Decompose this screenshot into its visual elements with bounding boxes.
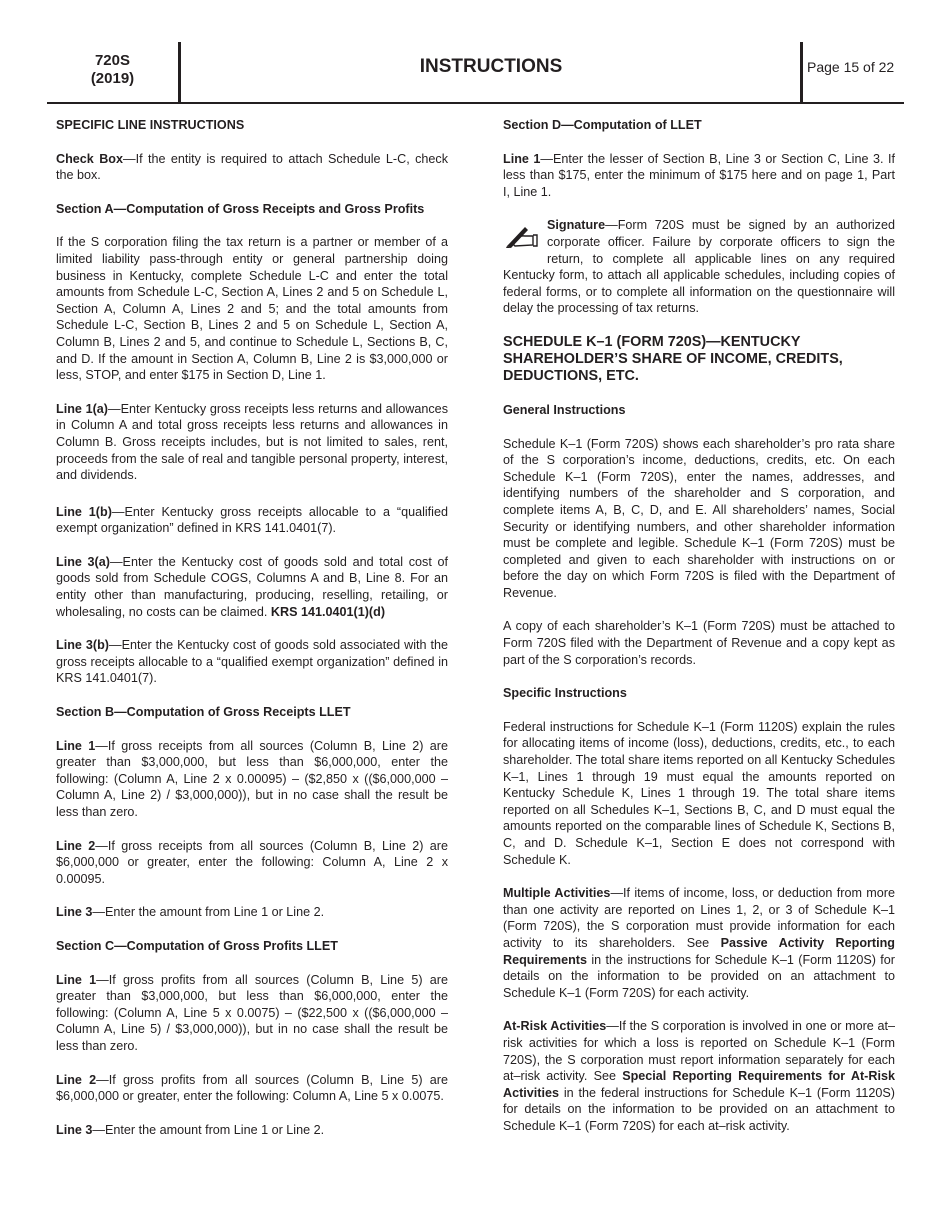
section-b-line-1: Line 1—If gross receipts from all sources (Column B, Line 2) are greater than $3,000,000, but less than $6,000,000, enter the following: (Column A, Line 2 x 0.00095) – ($2,850 x (($6,000,000 – Column A, Line 2) / $3,000,000)), but in no case shall the result be less than zero.	[56, 738, 448, 819]
section-a-intro: If the S corporation filing the tax return is a partner or member of a limited liability pass-through entity or general partnership doing business in Kentucky, complete Schedule L-C and enter the total amounts from Schedule L-C, Section A, Lines 2 and 5 on Schedule L, Section A, Column A, Lines 2 and 5; and the total amounts from Schedule L-C, Section B, Lines 2 and 5 on Schedule L, Section A, Column B, Lines 2 and 5, and continue to Schedule L, Sections B, C, and D. If the amount in Section A, Column B, Line 2 is $3,000,000 or less, STOP, and enter $175 in Section D, Line 1.	[56, 235, 448, 383]
multiple-activities-paragraph: Multiple Activities—If items of income, loss, or deduction from more than one activity are reported on Lines 1, 2, or 3 of Schedule K–1 (Form 720S), the S corporation must provide information for each activity to its shareholders. See Passive Activity Reporting Requirements in the instructions for Schedule K–1 (Form 1120S) for details on the information to be provided on an attachment to Schedule K–1 (Form 720S) for each activity.	[503, 886, 896, 1000]
signing-hand-icon	[503, 221, 547, 255]
specific-line-instructions-heading: SPECIFIC LINE INSTRUCTIONS	[56, 118, 245, 132]
left-column	[56, 117, 448, 1155]
section-d-heading: Section D—Computation of LLET	[503, 118, 702, 132]
section-a-heading: Section A—Computation of Gross Receipts and Gross Profits	[56, 201, 425, 216]
section-b-line-3: Line 3—Enter the amount from Line 1 or Line 2.	[56, 905, 325, 920]
specific-instructions-heading: Specific Instructions	[503, 686, 627, 701]
at-risk-activities-paragraph: At-Risk Activities—If the S corporation is involved in one or more at–risk activities for which a loss is reported on Schedule K–1 (Form 720S), the S corporation must report information separately for each at–risk activity. See Special Reporting Requirements for At-Risk Activities in the federal instructions for Schedule K–1 (Form 1120S) for details on the information to be provided on an attachment to Schedule K–1 (Form 720S) for each at–risk activity.	[503, 1019, 895, 1133]
header-divider-right	[800, 42, 803, 102]
general-instructions-heading: General Instructions	[503, 402, 626, 417]
section-b-line-2: Line 2—If gross receipts from all sources (Column B, Line 2) are $6,000,000 or greater, enter the following: Column A, Line 2 x 0.00095.	[56, 838, 448, 886]
page-header	[47, 42, 904, 104]
form-year: (2019)	[90, 70, 135, 87]
section-c-heading: Section C—Computation of Gross Profits LLET	[56, 938, 338, 953]
page-number: Page 15 of 22	[807, 59, 895, 75]
specific-instructions-p1: Federal instructions for Schedule K–1 (Form 1120S) explain the rules for allocating items of income (loss), deductions, credits, etc., to each shareholder. The total share items reported on all Kentucky Schedules K–1, Lines 1 through 19 must equal the amounts reported on Kentucky Schedule K, Lines 1 through 19. The total share items reported on all Schedules K–1, Sections B, C, and D must equal the amounts reported on the comparable lines of Schedule K, Sections B, C, and D. Schedule K–1, Section E does not correspond with Schedule K.	[503, 719, 895, 867]
line-3b-paragraph: Line 3(b)—Enter the Kentucky cost of goods sold associated with the gross receipts allocable to a “qualified exempt organization” defined in KRS 141.0401(7).	[56, 638, 448, 686]
section-c-line-2: Line 2—If gross profits from all sources (Column B, Line 5) are $6,000,000 or greater, enter the following: Column A, Line 5 x 0.0075.	[56, 1072, 448, 1104]
section-d-line-1: Line 1—Enter the lesser of Section B, Line 3 or Section C, Line 3. If less than $175, enter the minimum of $175 here and on page 1, Part I, Line 1.	[503, 151, 895, 199]
line-3a-paragraph: Line 3(a)—Enter the Kentucky cost of goods sold and total cost of goods sold from Schedule COGS, Columns A and B, Line 8. For an entity other than manufacturing, producing, reselling, retailing, or wholesaling, no costs can be claimed. KRS 141.0401(1)(d)	[56, 554, 448, 619]
line-1b-paragraph: Line 1(b)—Enter Kentucky gross receipts allocable to a “qualified exempt organization” defined in KRS 141.0401(7).	[56, 504, 448, 536]
section-b-heading: Section B—Computation of Gross Receipts LLET	[56, 705, 351, 720]
form-identifier	[47, 52, 178, 88]
schedule-k1-heading: SCHEDULE K–1 (FORM 720S)—KENTUCKY SHAREHOLDER’S SHARE OF INCOME, CREDITS, DEDUCTIONS, ETC.	[503, 333, 843, 384]
general-instructions-p1: Schedule K–1 (Form 720S) shows each shareholder’s pro rata share of the S corporation’s income, deductions, credits, etc. On each Schedule K–1 (Form 720S), enter the names, addresses, and identifying numbers of the shareholder and S corporation, and complete items A, B, C, D, and E. All shareholders’ names, Social Security or identifying numbers, and other shareholder information must be complete and legible. Schedule K–1 (Form 720S) must be completed and given to each shareholder with instructions on or before the day on which Form 720S is filed with the Department of Revenue.	[503, 436, 895, 600]
line-1a-paragraph: Line 1(a)—Enter Kentucky gross receipts less returns and allowances in Column A and total gross receipts less returns and allowances in Column B. Gross receipts includes, but is not limited to sales, rent, proceeds from the sale of real and tangible personal property, interest, and dividends.	[56, 401, 448, 483]
section-c-line-1: Line 1—If gross profits from all sources (Column B, Line 5) are greater than $3,000,000, but less than $6,000,000, enter the following: (Column A, Line 5 x 0.0075) – ($22,500 x (($6,000,000 – Column A, Line 5) / $3,000,000)), but in no case shall the result be less than zero.	[56, 972, 448, 1053]
form-number: 720S	[94, 52, 131, 69]
general-instructions-p2: A copy of each shareholder’s K–1 (Form 720S) must be attached to Form 720S filed with the Department of Revenue and a copy kept as part of the S corporation’s records.	[503, 619, 895, 667]
section-c-line-3: Line 3—Enter the amount from Line 1 or Line 2.	[56, 1122, 325, 1137]
right-column	[503, 117, 895, 1152]
check-box-paragraph: Check Box—If the entity is required to attach Schedule L-C, check the box.	[56, 151, 448, 183]
page-title: INSTRUCTIONS	[419, 56, 563, 77]
signature-paragraph: Signature—Form 720S must be signed by an authorized corporate officer. Failure by corporate officers to sign the return, to complete all applicable lines on any required Kentucky form, to attach all applicable schedules, including copies of federal forms, or to complete all information on the questionnaire will delay the processing of tax returns.	[503, 218, 895, 316]
krs-citation: KRS 141.0401(1)(d)	[270, 604, 386, 619]
